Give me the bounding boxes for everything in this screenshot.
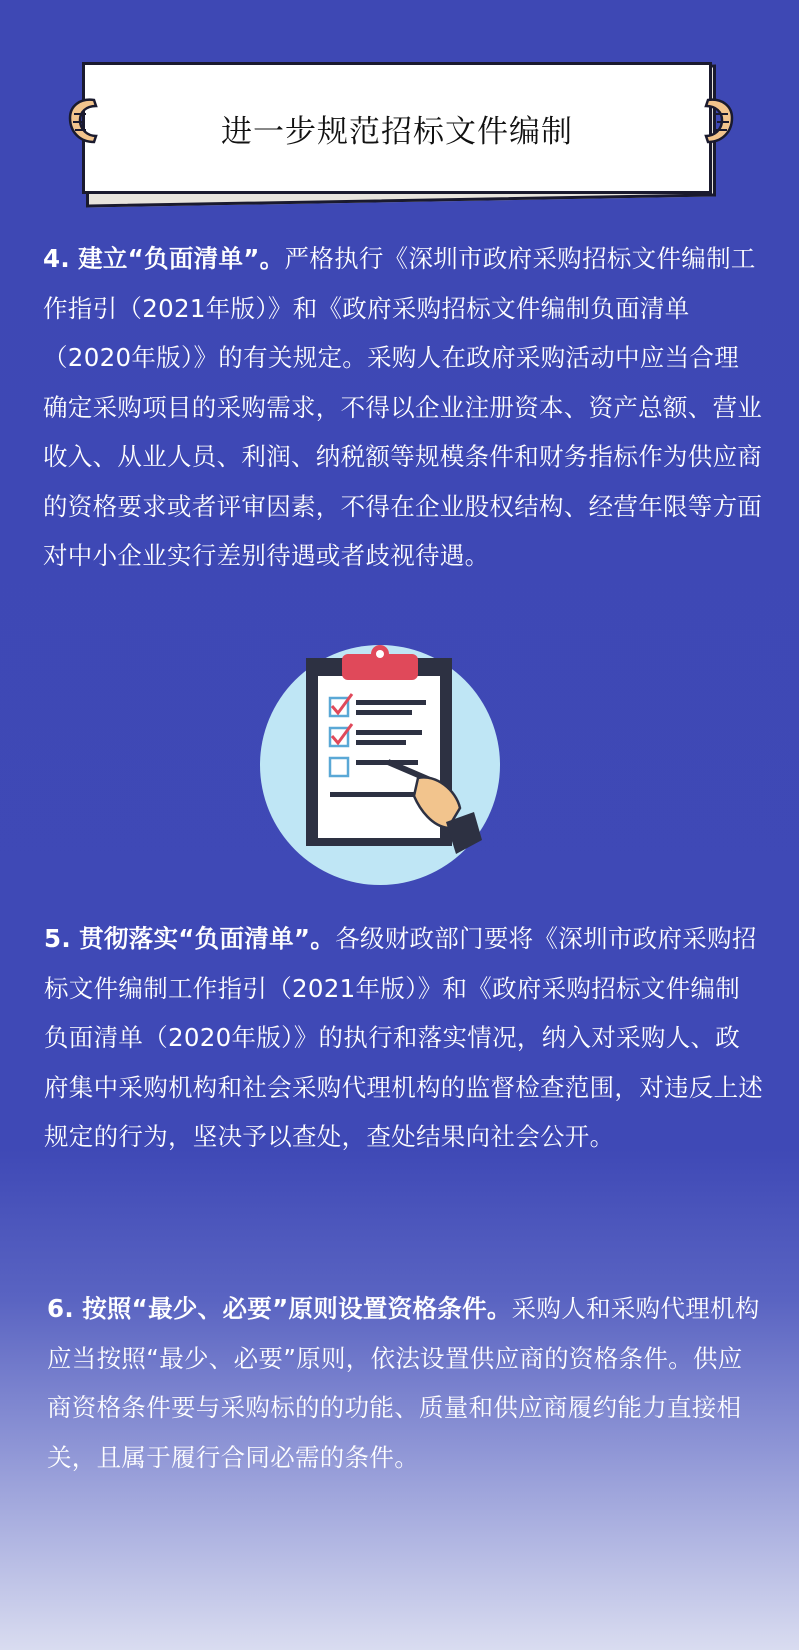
section-5-body: 各级财政部门要将《深圳市政府采购招标文件编制工作指引（2021年版）》和《政府采购招标文件编制负面清单（2020年版）》的执行和落实情况，纳入对采购人、政府集中采购机构和社会采购代理机构的监督检查范围，对违反上述规定的行为，坚决予以查处，查处结果向社会公开。 (44, 924, 764, 1151)
page-title: 进一步规范招标文件编制 (221, 113, 573, 150)
section-4 (43, 234, 763, 581)
banner-board (82, 62, 712, 194)
left-hand-icon (66, 96, 100, 146)
section-6-heading: 按照“最少、必要”原则设置资格条件。 (82, 1294, 512, 1323)
section-4-heading: 建立“负面清单”。 (78, 244, 285, 273)
section-5-heading: 贯彻落实“负面清单”。 (79, 924, 336, 953)
clipboard-checklist-icon (260, 640, 520, 890)
section-6 (47, 1284, 767, 1482)
section-5 (44, 914, 764, 1162)
section-5-number: 5. (44, 924, 71, 953)
right-hand-icon (702, 96, 736, 146)
section-4-number: 4. (43, 244, 70, 273)
section-4-body: 严格执行《深圳市政府采购招标文件编制工作指引（2021年版）》和《政府采购招标文件编制负面清单（2020年版）》的有关规定。采购人在政府采购活动中应当合理确定采购项目的采购需求，不得以企业注册资本、资产总额、营业收入、从业人员、利润、纳税额等规模条件和财务指标作为供应商的资格要求或者评审因素，不得在企业股权结构、经营年限等方面对中小企业实行差别待遇或者歧视待遇。 (43, 244, 763, 570)
title-banner (66, 58, 736, 208)
section-6-number: 6. (47, 1294, 74, 1323)
section-6-body: 采购人和采购代理机构应当按照“最少、必要”原则，依法设置供应商的资格条件。供应商资格条件要与采购标的的功能、质量和供应商履约能力直接相关，且属于履行合同必需的条件。 (47, 1294, 760, 1472)
